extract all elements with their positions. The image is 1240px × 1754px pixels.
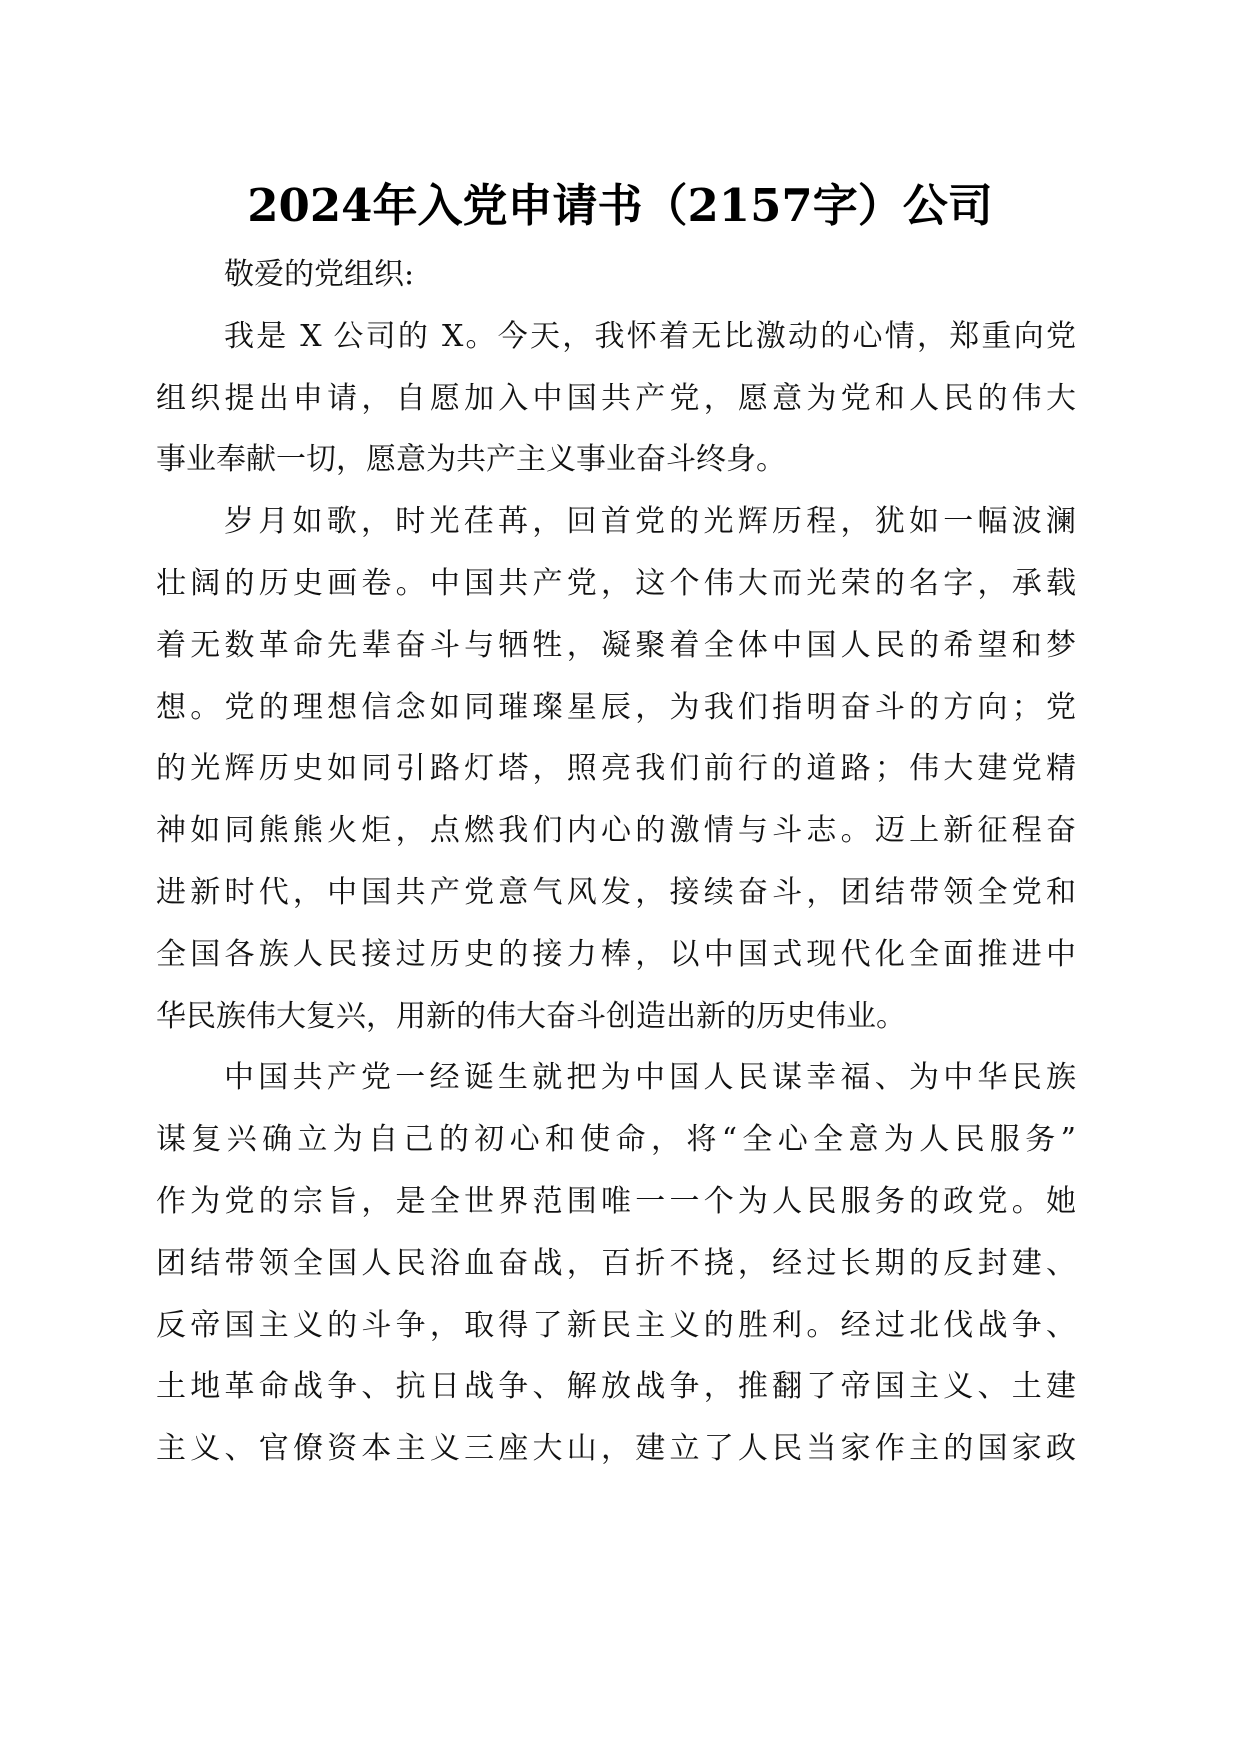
paragraph-line: 组织提出申请，自愿加入中国共产党，愿意为党和人民的伟大	[156, 380, 1076, 416]
paragraph-line: 团结带领全国人民浴血奋战，百折不挠，经过长期的反封建、	[156, 1245, 1076, 1281]
paragraph-2	[156, 491, 1076, 1047]
paragraph-line: 神如同熊熊火炬，点燃我们内心的激情与斗志。迈上新征程奋	[156, 813, 1076, 849]
paragraph-line: 谋复兴确立为自己的初心和使命，将“全心全意为人民服务”	[156, 1122, 1076, 1158]
paragraph-line: 中国共产党一经诞生就把为中国人民谋幸福、为中华民族	[224, 1060, 1076, 1096]
paragraph-1	[156, 306, 1076, 491]
paragraph-line: 土地革命战争、抗日战争、解放战争，推翻了帝国主义、土建	[156, 1369, 1076, 1405]
paragraph-line: 想。党的理想信念如同璀璨星辰，为我们指明奋斗的方向；党	[156, 689, 1076, 725]
paragraph-line: 壮阔的历史画卷。中国共产党，这个伟大而光荣的名字，承载	[156, 565, 1076, 601]
paragraph-line: 主义、官僚资本主义三座大山，建立了人民当家作主的国家政	[156, 1431, 1076, 1467]
paragraph-line: 华民族伟大复兴，用新的伟大奋斗创造出新的历史伟业。	[156, 998, 906, 1034]
paragraph-line: 进新时代，中国共产党意气风发，接续奋斗，团结带领全党和	[156, 874, 1076, 910]
salutation: 敬爱的党组织:	[224, 257, 415, 292]
paragraph-line: 着无数革命先辈奋斗与牺牲，凝聚着全体中国人民的希望和梦	[156, 627, 1076, 663]
document-title: 2024年入党申请书（2157字）公司	[247, 179, 993, 232]
paragraph-line: 岁月如歌，时光荏苒，回首党的光辉历程，犹如一幅波澜	[224, 504, 1076, 540]
paragraph-line: 全国各族人民接过历史的接力棒，以中国式现代化全面推进中	[156, 936, 1076, 972]
paragraph-line: 的光辉历史如同引路灯塔，照亮我们前行的道路；伟大建党精	[156, 751, 1076, 787]
paragraph-line: 反帝国主义的斗争，取得了新民主义的胜利。经过北伐战争、	[156, 1307, 1076, 1343]
paragraph-line: 作为党的宗旨，是全世界范围唯一一个为人民服务的政党。她	[156, 1183, 1076, 1219]
document-body	[156, 244, 1076, 1480]
paragraph-line: 事业奉献一切，愿意为共产主义事业奋斗终身。	[156, 442, 786, 478]
paragraph-line: 我是 X 公司的 X。今天，我怀着无比激动的心情，郑重向党	[224, 318, 1076, 354]
paragraph-3	[156, 1047, 1076, 1480]
